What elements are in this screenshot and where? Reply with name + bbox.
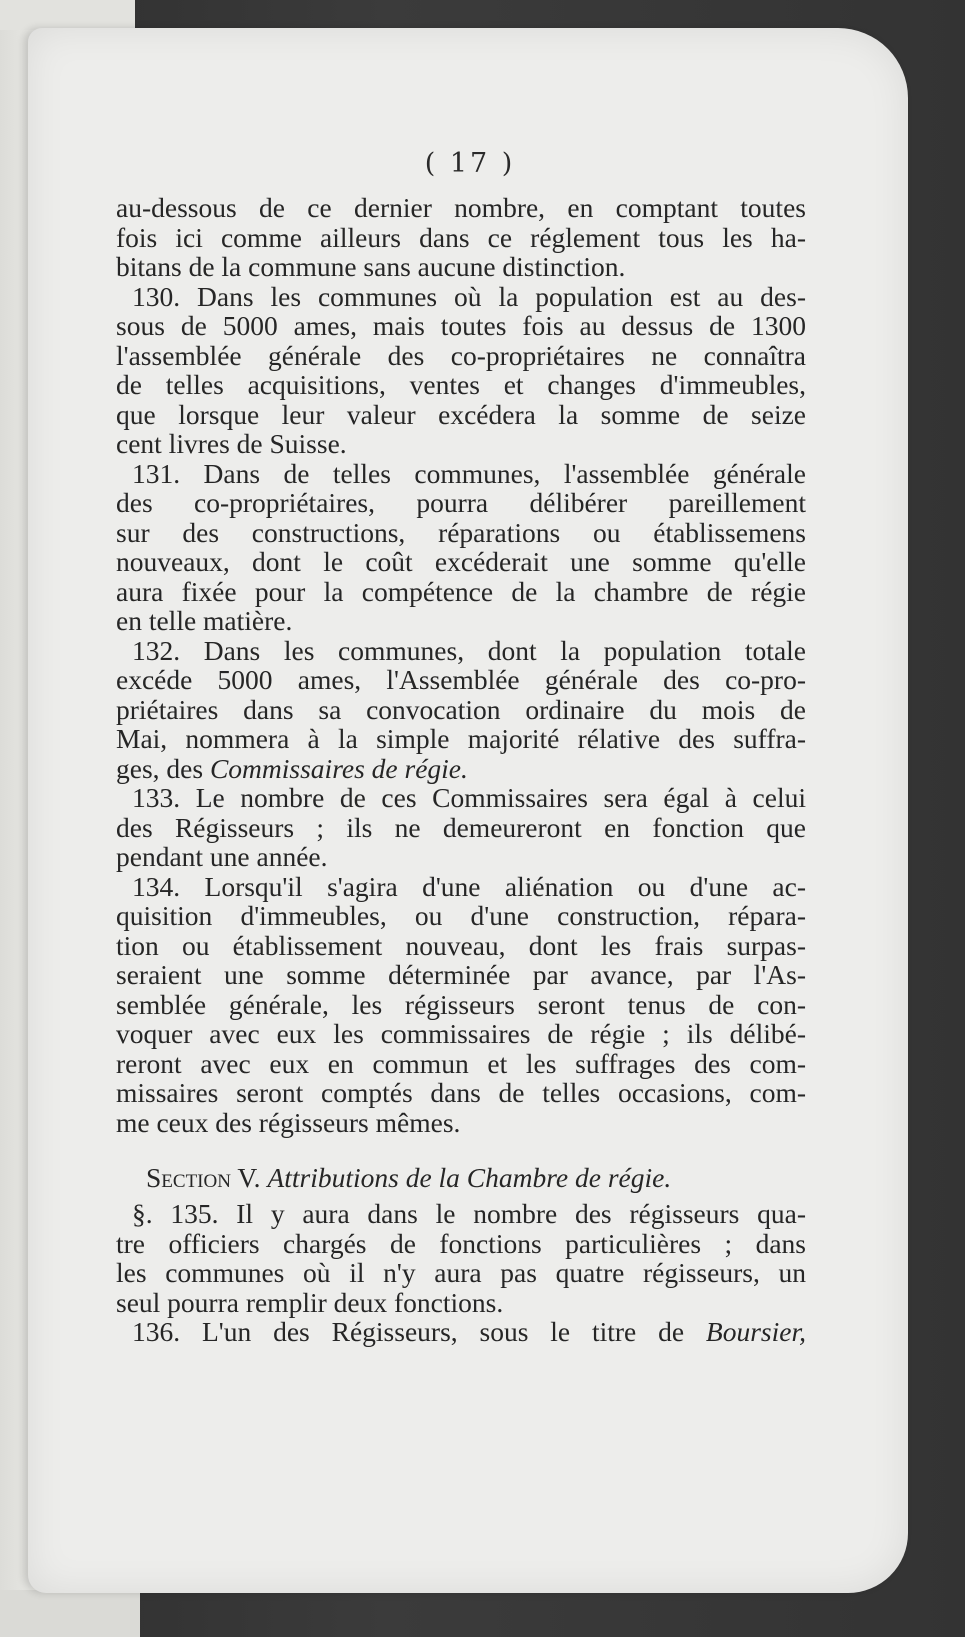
page-number: ( 17 ) (424, 148, 516, 179)
article-130-line: sous de 5000 ames, mais toutes fois au dessus de 1300 (116, 310, 806, 341)
article-134-line: missaires seront comptés dans de telles occasions, com- (116, 1077, 806, 1108)
article-132-line: 132. Dans les communes, dont la population totale (132, 634, 806, 666)
article-131-line: en telle matière. (116, 605, 293, 636)
article-133-line: pendant une année. (116, 841, 328, 872)
article-132-text: ges, des (116, 752, 210, 784)
article-131-line: des co-propriétaires, pourra délibérer pareillement (116, 487, 806, 518)
article-132-line: priétaires dans sa convocation ordinaire du mois de (116, 693, 806, 725)
article-135-line: §. 135. Il y aura dans le nombre des régisseurs qua- (132, 1198, 806, 1229)
article-130-line: de telles acquisitions, ventes et changes d'immeubles, (116, 369, 806, 400)
article-132-line (116, 754, 806, 784)
article-131-line: nouveaux, dont le coût excéderait une somme qu'elle (116, 546, 806, 577)
article-131-line: sur des constructions, réparations ou établissemens (116, 516, 806, 548)
article-135-line: seul pourra remplir deux fonctions. (116, 1286, 504, 1318)
commissaires-term: Commissaires de régie. (209, 752, 468, 784)
article-135-line: les communes où il n'y aura pas quatre régisseurs, un (116, 1257, 806, 1288)
article-131-line: aura fixée pour la compétence de la chambre de régie (116, 575, 806, 607)
facing-page-top (0, 0, 135, 30)
article-133-line: des Régisseurs ; ils ne demeureront en fonction que (116, 811, 806, 843)
article-134-line: voquer avec eux les commissaires de régie ; ils délibé- (116, 1018, 806, 1049)
article-131-line: 131. Dans de telles communes, l'assemblée générale (132, 457, 806, 489)
article-133-line: 133. Le nombre de ces Commissaires sera égal à celui (132, 782, 806, 813)
article-134-line: quisition d'immeubles, ou d'une construction, répara- (116, 900, 806, 931)
text-line: bitans de la commune sans aucune distinction. (116, 251, 626, 282)
text-line: au-dessous de ce dernier nombre, en comptant toutes (116, 192, 806, 223)
article-134-line: tion ou établissement nouveau, dont les frais surpas- (116, 929, 806, 961)
article-134-line: reront avec eux en commun et les suffrages des com- (116, 1047, 806, 1079)
article-130-line: que lorsque leur valeur excédera la somme de seize (116, 398, 806, 430)
article-136-line (116, 1317, 806, 1347)
article-134-line: semblée générale, les régisseurs seront tenus de con- (116, 988, 806, 1020)
article-130-line: 130. Dans les communes où la population est au des- (132, 280, 806, 312)
facing-page-bottom (0, 1590, 140, 1637)
section-title: Attributions de la Chambre de régie. (267, 1162, 672, 1193)
text-line: fois ici comme ailleurs dans ce réglement tous les ha- (116, 221, 806, 253)
boursier-term: Boursier, (705, 1316, 806, 1347)
section-heading (116, 1161, 806, 1195)
article-130-line: l'assemblée générale des co-propriétaires ne connaîtra (116, 339, 806, 371)
section-number: V. (237, 1162, 261, 1193)
article-134-line: 134. Lorsqu'il s'agira d'une aliénation ou d'une ac- (132, 870, 806, 902)
article-132-line: excéde 5000 ames, l'Assemblée générale des co-pro- (116, 664, 806, 695)
page-body-text (116, 193, 806, 1347)
article-135-line: tre officiers chargés de fonctions particulières ; dans (116, 1227, 806, 1259)
article-130-line: cent livres de Suisse. (116, 428, 347, 459)
article-134-line: me ceux des régisseurs mêmes. (116, 1106, 461, 1138)
article-134-line: seraient une somme déterminée par avance, par l'As- (116, 959, 806, 990)
article-136-text: 136. L'un des Régisseurs, sous le titre de (132, 1316, 706, 1347)
section-label: Section (146, 1162, 231, 1193)
article-132-line: Mai, nommera à la simple majorité rélative des suffra- (116, 723, 806, 754)
